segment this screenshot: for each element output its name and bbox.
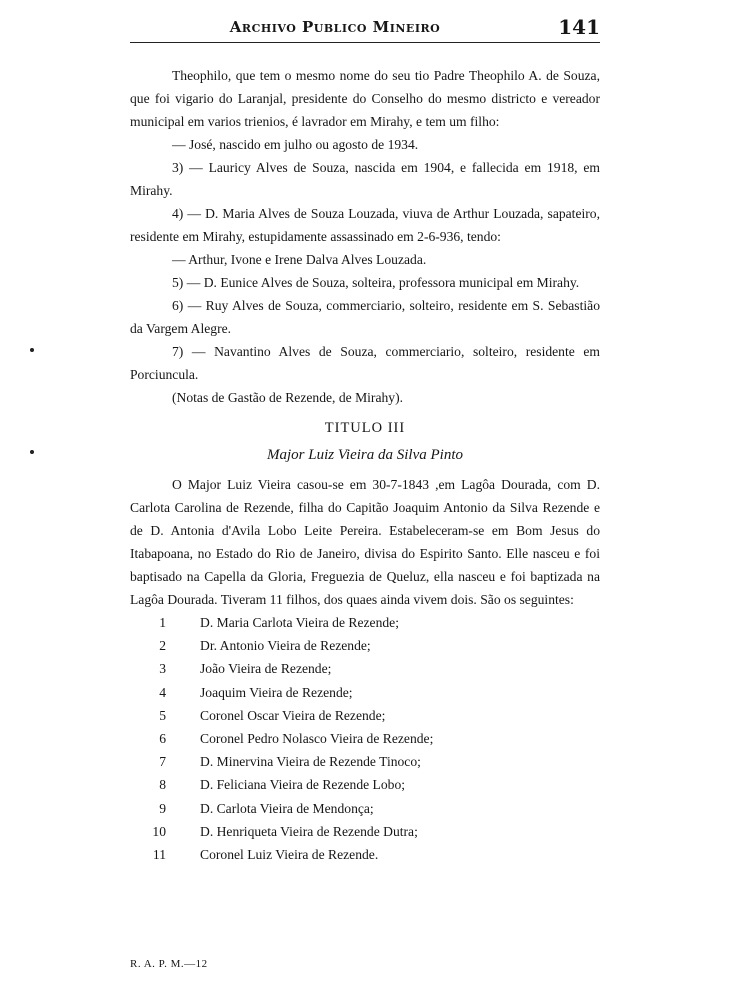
list-text: D. Henriqueta Vieira de Rezende Dutra;	[200, 823, 418, 839]
list-item	[130, 727, 600, 750]
intro-paragraph: O Major Luiz Vieira casou-se em 30-7-1843 ,em Lagôa Dourada, com D. Carlota Carolina de Rezende, filha do Capitão Joaquim Antonio da Silva Rezende e de D. Antonia d'Avila Lobo Leite Pereira. Estabeleceram-se em Bom Jesus do Itabapoana, no Estado do Rio de Janeiro, divisa do Espirito Santo. Elle nasceu e foi baptisado na Capella da Gloria, Freguezia de Queluz, ella nasceu e foi baptizada na Lagôa Dourada. Tiveram 11 filhos, dos quaes ainda vivem dois. São os seguintes:	[130, 477, 600, 607]
paragraph: 5) — D. Eunice Alves de Souza, solteira, professora municipal em Mirahy.	[172, 275, 580, 290]
list-text: D. Minervina Vieira de Rezende Tinoco;	[200, 754, 421, 770]
list-number: 2	[159, 638, 166, 654]
list-item	[130, 820, 600, 843]
list-item	[130, 773, 600, 796]
list-number: 1	[159, 615, 166, 630]
list-text: D. Feliciana Vieira de Rezende Lobo;	[200, 777, 406, 793]
list-item	[130, 750, 600, 773]
list-item	[130, 797, 600, 820]
paragraph: 6) — Ruy Alves de Souza, commerciario, solteiro, residente em S. Sebastião da Vargem Alegre.	[130, 298, 600, 336]
paragraph: 7) — Navantino Alves de Souza, commerciario, solteiro, residente em Porciuncula.	[130, 344, 600, 382]
list-text: Joaquim Vieira de Rezende;	[200, 684, 353, 700]
list-text: Coronel Oscar Vieira de Rezende;	[200, 707, 386, 723]
paragraph: 4) — D. Maria Alves de Souza Louzada, viuva de Arthur Louzada, sapateiro, residente em Mirahy, estupidamente assassinado em 2-6-936, tendo:	[130, 206, 600, 244]
paragraph: — Arthur, Ivone e Irene Dalva Alves Louzada.	[172, 252, 427, 267]
page-body	[130, 64, 600, 866]
list-number: 3	[159, 661, 166, 677]
list-text: D. Maria Carlota Vieira de Rezende;	[200, 615, 399, 630]
margin-mark	[30, 450, 34, 454]
list-text: João Vieira de Rezende;	[200, 661, 332, 677]
list-text: Coronel Luiz Vieira de Rezende.	[200, 847, 379, 863]
list-item	[130, 634, 600, 657]
list-text: D. Carlota Vieira de Mendonça;	[200, 800, 374, 816]
paragraph: 3) — Lauricy Alves de Souza, nascida em 1904, e fallecida em 1918, em Mirahy.	[130, 160, 600, 198]
list-number: 11	[152, 847, 166, 863]
list-number: 7	[159, 754, 166, 770]
list-item	[130, 611, 600, 634]
paragraph: Theophilo, que tem o mesmo nome do seu tio Padre Theophilo A. de Souza, que foi vigario do Laranjal, presidente do Conselho do mesmo districto e vereador municipal em varios trienios, é lavrador em Mirahy, e tem um filho:	[130, 68, 600, 129]
section-subtitle: Major Luiz Vieira da Silva Pinto	[267, 447, 463, 463]
margin-mark	[30, 348, 34, 352]
list-item	[130, 843, 600, 866]
list-number: 8	[159, 777, 166, 793]
list-item	[130, 704, 600, 727]
page-header	[130, 15, 600, 42]
list-number: 4	[159, 684, 166, 700]
list-text: Dr. Antonio Vieira de Rezende;	[200, 638, 371, 654]
header-rule	[130, 42, 600, 43]
list-number: 10	[152, 823, 166, 839]
list-number: 6	[159, 731, 166, 747]
source-note: (Notas de Gastão de Rezende, de Mirahy).	[172, 390, 404, 405]
list-number: 5	[159, 707, 166, 723]
list-text: Coronel Pedro Nolasco Vieira de Rezende;	[200, 731, 434, 747]
list-item	[130, 657, 600, 680]
page-number: 141	[558, 15, 600, 39]
list-item	[130, 681, 600, 704]
list-number: 9	[159, 800, 166, 816]
paragraph: — José, nascido em julho ou agosto de 1934.	[172, 137, 419, 152]
children-list	[130, 611, 600, 866]
running-head: Archivo Publico Mineiro	[229, 18, 441, 36]
section-title: TITULO III	[324, 420, 406, 436]
signature-mark: R. A. P. M.—12	[130, 958, 208, 970]
